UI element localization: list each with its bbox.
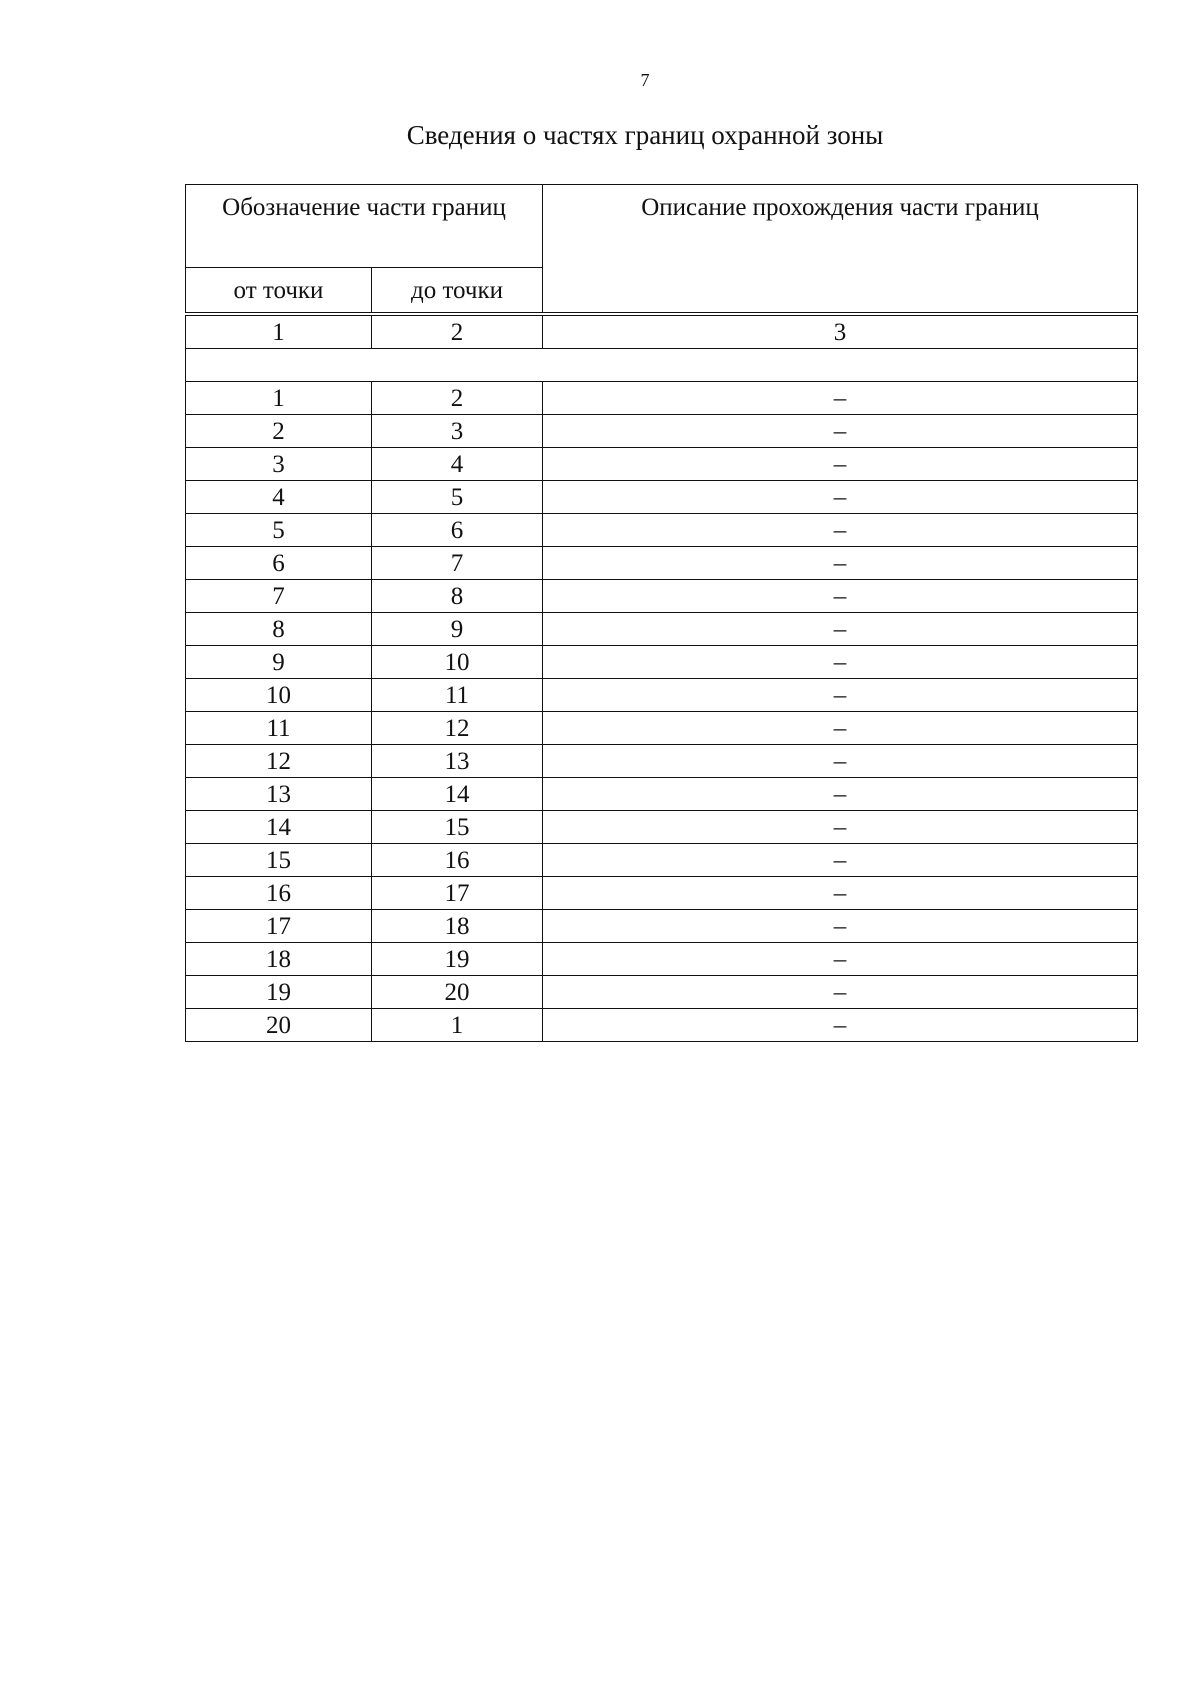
cell-to-point: 5: [372, 481, 543, 514]
cell-description: –: [543, 877, 1138, 910]
column-number-1: 1: [186, 316, 372, 349]
table-row: [186, 415, 1138, 448]
cell-from-point: 20: [186, 1009, 372, 1042]
cell-description: –: [543, 811, 1138, 844]
page-number: 7: [640, 70, 650, 90]
cell-to-point: 1: [372, 1009, 543, 1042]
cell-to-point: 20: [372, 976, 543, 1009]
column-number-2: 2: [372, 316, 543, 349]
section-label: [186, 349, 1138, 382]
table-row: [186, 481, 1138, 514]
cell-from-point: 10: [186, 679, 372, 712]
cell-description: –: [543, 679, 1138, 712]
cell-from-point: 9: [186, 646, 372, 679]
table-row: [186, 514, 1138, 547]
cell-description: –: [543, 613, 1138, 646]
cell-description: –: [543, 646, 1138, 679]
cell-to-point: 4: [372, 448, 543, 481]
table-row: [186, 448, 1138, 481]
cell-to-point: 10: [372, 646, 543, 679]
cell-description: –: [543, 778, 1138, 811]
cell-to-point: 16: [372, 844, 543, 877]
column-number-3: 3: [543, 316, 1138, 349]
cell-from-point: 1: [186, 382, 372, 415]
header-boundary-description: Описание прохождения части границ: [543, 185, 1138, 313]
cell-to-point: 12: [372, 712, 543, 745]
cell-from-point: 18: [186, 943, 372, 976]
section-row: [186, 349, 1138, 382]
cell-from-point: 11: [186, 712, 372, 745]
cell-from-point: 13: [186, 778, 372, 811]
cell-from-point: 16: [186, 877, 372, 910]
cell-description: –: [543, 943, 1138, 976]
table-row: [186, 844, 1138, 877]
cell-from-point: 15: [186, 844, 372, 877]
document-title: Сведения о частях границ охранной зоны: [406, 120, 884, 150]
cell-to-point: 7: [372, 547, 543, 580]
column-number-row: [186, 316, 1138, 349]
cell-from-point: 7: [186, 580, 372, 613]
cell-to-point: 19: [372, 943, 543, 976]
cell-from-point: 12: [186, 745, 372, 778]
cell-description: –: [543, 910, 1138, 943]
cell-description: –: [543, 745, 1138, 778]
cell-to-point: 2: [372, 382, 543, 415]
cell-description: –: [543, 481, 1138, 514]
header-to-point: до точки: [372, 268, 543, 313]
cell-from-point: 3: [186, 448, 372, 481]
cell-from-point: 19: [186, 976, 372, 1009]
cell-from-point: 2: [186, 415, 372, 448]
cell-description: –: [543, 844, 1138, 877]
table-row: [186, 877, 1138, 910]
cell-description: –: [543, 382, 1138, 415]
table-header-row: [186, 185, 1138, 268]
cell-to-point: 15: [372, 811, 543, 844]
cell-from-point: 6: [186, 547, 372, 580]
cell-from-point: 4: [186, 481, 372, 514]
cell-to-point: 11: [372, 679, 543, 712]
cell-to-point: 9: [372, 613, 543, 646]
cell-to-point: 3: [372, 415, 543, 448]
boundary-parts-table: [185, 184, 1138, 1042]
table-row: [186, 613, 1138, 646]
cell-description: –: [543, 514, 1138, 547]
table-row: [186, 646, 1138, 679]
table-row: [186, 1009, 1138, 1042]
table-row: [186, 679, 1138, 712]
cell-to-point: 6: [372, 514, 543, 547]
header-from-point: от точки: [186, 268, 372, 313]
table-row: [186, 745, 1138, 778]
table-row: [186, 712, 1138, 745]
table-row: [186, 778, 1138, 811]
table-row: [186, 976, 1138, 1009]
cell-from-point: 5: [186, 514, 372, 547]
cell-from-point: 8: [186, 613, 372, 646]
table-row: [186, 382, 1138, 415]
cell-description: –: [543, 547, 1138, 580]
cell-to-point: 17: [372, 877, 543, 910]
table-row: [186, 547, 1138, 580]
cell-to-point: 8: [372, 580, 543, 613]
cell-description: –: [543, 415, 1138, 448]
cell-from-point: 17: [186, 910, 372, 943]
table-row: [186, 943, 1138, 976]
cell-description: –: [543, 976, 1138, 1009]
table-row: [186, 910, 1138, 943]
cell-from-point: 14: [186, 811, 372, 844]
cell-to-point: 14: [372, 778, 543, 811]
cell-to-point: 18: [372, 910, 543, 943]
cell-to-point: 13: [372, 745, 543, 778]
cell-description: –: [543, 1009, 1138, 1042]
header-boundary-designation: Обозначение части границ: [186, 185, 543, 268]
table-row: [186, 811, 1138, 844]
cell-description: –: [543, 580, 1138, 613]
cell-description: –: [543, 712, 1138, 745]
table-row: [186, 580, 1138, 613]
cell-description: –: [543, 448, 1138, 481]
